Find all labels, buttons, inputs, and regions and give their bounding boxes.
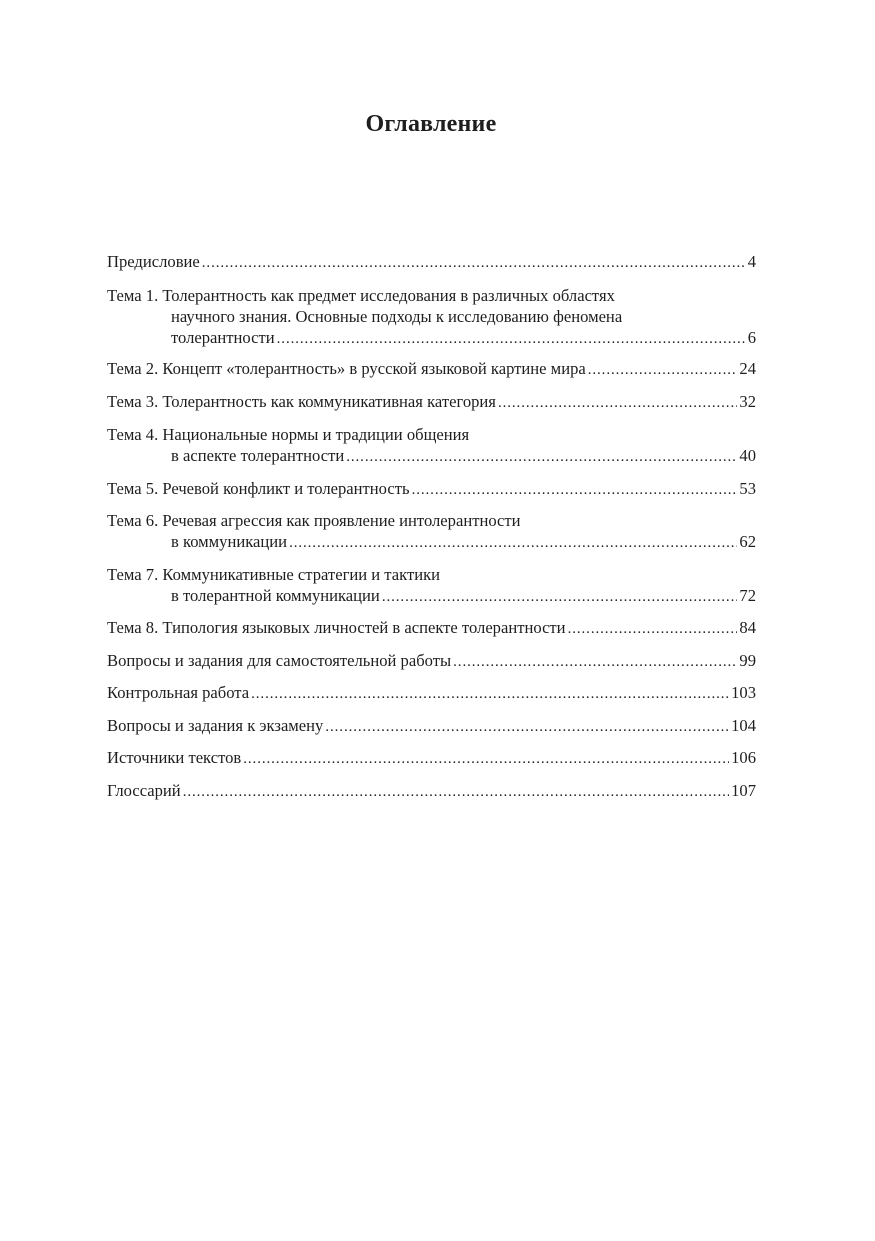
toc-entry-glossary [107,780,756,801]
toc-entry-topic-5 [107,478,756,499]
toc-entry-topic-6 [107,510,756,552]
dot-leader [346,447,737,468]
toc-page-number: 6 [747,328,756,347]
toc-page-number: 32 [739,392,756,411]
toc-entry-topic-2 [107,358,756,379]
toc-page-number: 106 [731,748,756,767]
toc-entry-title: Тема 7. Коммуникативные стратегии и тактики [107,565,441,584]
dot-leader [382,587,738,608]
toc-entry-title: Тема 4. Национальные нормы и традиции общения [107,425,470,444]
toc-entry-topic-3 [107,391,756,412]
toc-page-number: 24 [739,359,756,378]
toc-page-number: 53 [739,479,756,498]
page-title: Оглавление [365,111,497,137]
toc-entry-title-continuation: в аспекте толерантности [171,446,345,465]
dot-leader [412,480,738,501]
toc-entry-preface [107,251,756,272]
toc-page-number: 40 [739,446,756,465]
toc-page-number: 99 [739,651,756,670]
toc-entry-topic-4 [107,424,756,466]
toc-entry-test [107,682,756,703]
dot-leader [498,393,737,414]
toc-entry-title-continuation: в коммуникации [171,532,288,551]
toc-entry-title: Предисловие [107,252,200,271]
toc-entry-title: Тема 5. Речевой конфликт и толерантность [107,479,410,498]
toc-page-number: 104 [731,716,756,735]
toc-page-number: 4 [747,252,756,271]
toc-entry-title: Контрольная работа [107,683,250,702]
dot-leader [325,717,729,738]
toc-entry-title: Тема 6. Речевая агрессия как проявление интолерантности [107,511,521,530]
toc-entry-title: Глоссарий [107,781,181,800]
toc-entry-topic-7 [107,564,756,606]
toc-entry-title-continuation: научного знания. Основные подходы к исследованию феномена [171,307,623,326]
toc-entry-topic-8 [107,617,756,638]
toc-entry-title: Вопросы и задания для самостоятельной работы [107,651,452,670]
toc-entry-title: Тема 2. Концепт «толерантность» в русской языковой картине мира [107,359,586,378]
toc-entry-title: Тема 1. Толерантность как предмет исследования в различных областях [107,286,615,305]
dot-leader [453,652,737,673]
toc-page-number: 107 [731,781,756,800]
toc-entry-title-continuation: толерантности [171,328,275,347]
toc-entry-exam [107,715,756,736]
toc-entry-self-study [107,650,756,671]
toc-page-number: 72 [739,586,756,605]
toc-entry-title: Тема 3. Толерантность как коммуникативная категория [107,392,496,411]
toc-page-number: 103 [731,683,756,702]
toc-page-number: 84 [739,618,756,637]
toc-entry-title: Тема 8. Типология языковых личностей в аспекте толерантности [107,618,566,637]
dot-leader [183,782,729,803]
toc-entry-title: Вопросы и задания к экзамену [107,716,324,735]
dot-leader [277,329,746,350]
toc-entry-title-continuation: в толерантной коммуникации [171,586,380,605]
dot-leader [289,533,737,554]
toc-page-number: 62 [739,532,756,551]
toc-entry-topic-1 [107,285,756,348]
dot-leader [251,684,729,705]
toc-entry-title: Источники текстов [107,748,242,767]
dot-leader [588,360,738,381]
dot-leader [243,749,729,770]
toc-entry-sources [107,747,756,768]
dot-leader [202,253,746,274]
dot-leader [568,619,738,640]
